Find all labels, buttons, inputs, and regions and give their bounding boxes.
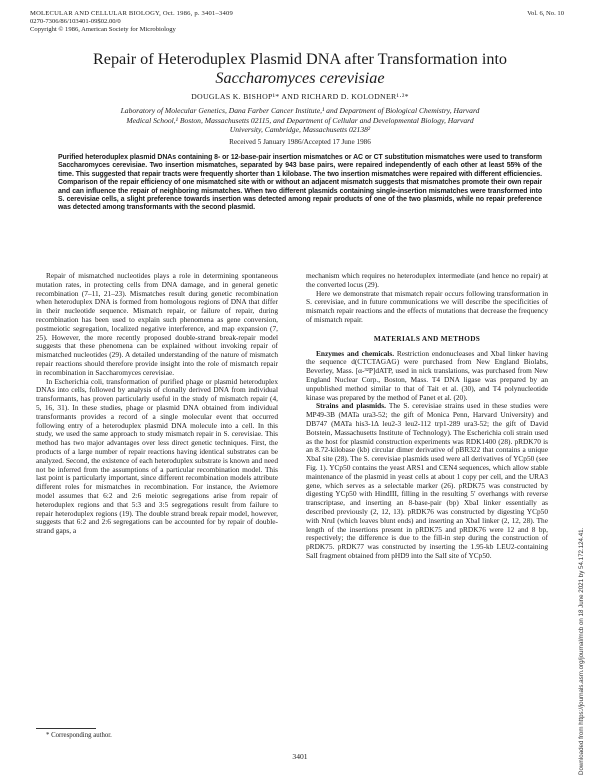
affiliation-line-1: Laboratory of Molecular Genetics, Dana Farber Cancer Institute,¹ and Department of Biological Chemistry, Harvard [120,106,480,115]
methods-paragraph-enzymes [306,350,548,403]
received-dates: Received 5 January 1986/Accepted 17 June 1986 [229,138,371,146]
right-column [306,272,548,561]
methods-text-enzymes: Restriction endonucleases and XbaI linker having the sequence d(CTCTAGAG) were purchased from New England Biolabs, Beverley, Mass. [α-³²P]dATP, used in nick translations, was purchased from New England Nuclear Corp., Boston, Mass. T4 DNA ligase was prepared by an unpublished method similar to that of Tait et al. (30), and T4 polynucleotide kinase was prepared by the method of Panet et al. (20). [306,348,548,402]
methods-text-strains: The S. cerevisiae strains used in these studies were MP49-3B (MATa ura3-52; the gift of Monica Penn, Harvard University) and DB747 (MATa his3-1Δ leu2-3 leu2-112 trp1-289 ura3-52; the gift of David Botstein, Massachusetts Institute of Technology). The Escherichia coli strain used as the host for plasmid construction experiments was RDK1400 (28). pRDK70 is an 8.72-kilobase (kb) circular dimer derivative of pBR322 that contains a unique XbaI site (28). The S. cerevisiae plasmids used were all derivatives of YCp50 (see Fig. 1). YCp50 contains the yeast ARS1 and CEN4 sequences, which allow stable maintenance of the plasmid in yeast cells at about 1 copy per cell, and the URA3 gene, which serves as a selectable marker (26). pRDK75 was constructed by digesting YCp50 with HindIII, filling in the resulting 5′ overhangs with reverse transcriptase, and inserting an 8-base-pair (bp) XbaI linker essentially as described previously (2, 12, 13). pRDK76 was constructed by digesting YCp50 with NruI (which leaves blunt ends) and inserting an XbaI linker (2, 12, 28). The length of the insertions present in pRDK75 and pRDK76 were 12 and 8 bp, respectively; the difference is due to the fill-in step during the construction of pRDK75. pRDK77 was constructed by inserting the 1.95-kb LEU2-containing SalI fragment obtained from pHD9 into the SalI site of YCp50. [306,401,549,560]
section-heading-methods: MATERIALS AND METHODS [373,333,481,343]
running-header [30,10,233,35]
author-list: DOUGLAS K. BISHOP¹* AND RICHARD D. KOLODNER¹·²* [191,92,409,101]
title-line-1: Repair of Heteroduplex Plasmid DNA after Transformation into [92,50,508,68]
runin-heading-strains: Strains and plasmids. [316,401,386,411]
intro-paragraph-3: Here we demonstrate that mismatch repair occurs following transformation in S. cerevisiae, and in future communications we will describe the specificities of mismatch repair reactions and the effects of mutations that decrease the frequency of mismatch repair. [306,288,548,324]
affiliation-line-2: Medical School,¹ Boston, Massachusetts 02115, and Department of Cellular and Developmental Biology, Harvard [126,115,474,125]
continued-paragraph: mechanism which requires no heteroduplex intermediate (and hence no repair) at the converted locus (29). [306,271,548,289]
page-number: 3401 [292,752,308,761]
corresponding-author-footnote: * Corresponding author. [46,732,112,739]
copyright-line: Copyright © 1986, American Society for Microbiology [30,26,176,34]
methods-paragraph-strains [306,402,548,560]
issn-line: 0270-7306/86/103401-09$02.00/0 [30,18,121,26]
article-title [40,50,560,88]
affiliations [44,106,556,135]
volume-issue: Vol. 6, No. 10 [527,10,564,17]
journal-citation: MOLECULAR AND CELLULAR BIOLOGY, Oct. 1986, p. 3401–3409 [30,10,234,17]
title-line-2: Saccharomyces cerevisiae [215,69,385,87]
left-column [36,272,278,536]
intro-paragraph-2: In Escherichia coli, transformation of purified phage or plasmid heteroduplex DNAs into cells, followed by analysis of clonally derived DNA from individual transformants, has proven particularly useful in the study of mismatch repair (4, 5, 16, 31). In these studies, phage or plasmid DNA obtained from individual transformants provides a record of a single molecular event that occurred following entry of a heteroduplex plasmid DNA molecule into a cell. In this study, we used the same approach to study mismatch repair in S. cerevisiae. This method has two major advantages over less direct genetic techniques. First, the products of a large number of repair reactions having identical substrates can be analyzed. Second, the existence of each heteroduplex substrate is known and need not be inferred from the assumptions of a particular recombination model. This last point is particularly important, since different recombination models attribute different roles for mismatches in recombination. For instance, the Aviemore model assumes that 6:2 and 2:6 meiotic segregations arise from repair of heteroduplex regions and that 5:3 and 3:5 segregations result from failure to repair heteroduplex regions (19). The double strand break repair model, however, suggests that 6:2 and 2:6 segregations can be accounted for by repair of double-strand gaps, a [36,376,278,536]
download-watermark: Downloaded from https://journals.asm.org/journal/mcb on 18 June 2021 by 54.172.124.41. [578,527,585,775]
abstract: Purified heteroduplex plasmid DNAs containing 8- or 12-base-pair insertion mismatches or AC or CT substitution mismatches were used to transform Saccharomyces cerevisiae. Two insertion mismatches, separated by 943 base pairs, were repaired independently of each other at least 55% of the time. This suggested that repair tracts were frequently shorter than 1 kilobase. The two insertion mismatches were repaired with different efficiencies. Comparison of the repair efficiency of one mismatched site with or without an adjacent mismatch suggests that mismatches promote their own repair and can influence the repair of neighboring mismatches. When two different plasmids containing single-insertion mismatches were transformed into S. cerevisiae cells, a slight preference towards insertion was detected among repair products of one of the two plasmids, while no repair preference was detected among transformants with the second plasmid. [58,154,542,212]
intro-paragraph-1: Repair of mismatched nucleotides plays a role in determining spontaneous mutation rates, in protecting cells from DNA damage, and in general genetic recombination (7–11, 21–23). Mismatches result during genetic recombination when heteroduplex DNA is formed from homologous regions of DNA that differ in their nucleotide sequence. Mismatch repair, or failure of repair, during recombination has been used to explain such phenomena as gene conversion, postmeiotic segregation, localized negative interference, and map expansion (7, 25). However, the more recently proposed double-strand break-repair model suggests that these phenomena can be explained without invoking repair of mismatched nucleotides (29). A detailed understanding of the nature of mismatch repair reactions should therefore provide insight into the role of mismatch repair in recombination in Saccharomyces cerevisiae. [36,271,278,377]
runin-heading-enzymes: Enzymes and chemicals. [316,348,395,358]
affiliation-line-3: University, Cambridge, Massachusetts 02138² [229,125,371,135]
footnote-rule [36,728,96,729]
